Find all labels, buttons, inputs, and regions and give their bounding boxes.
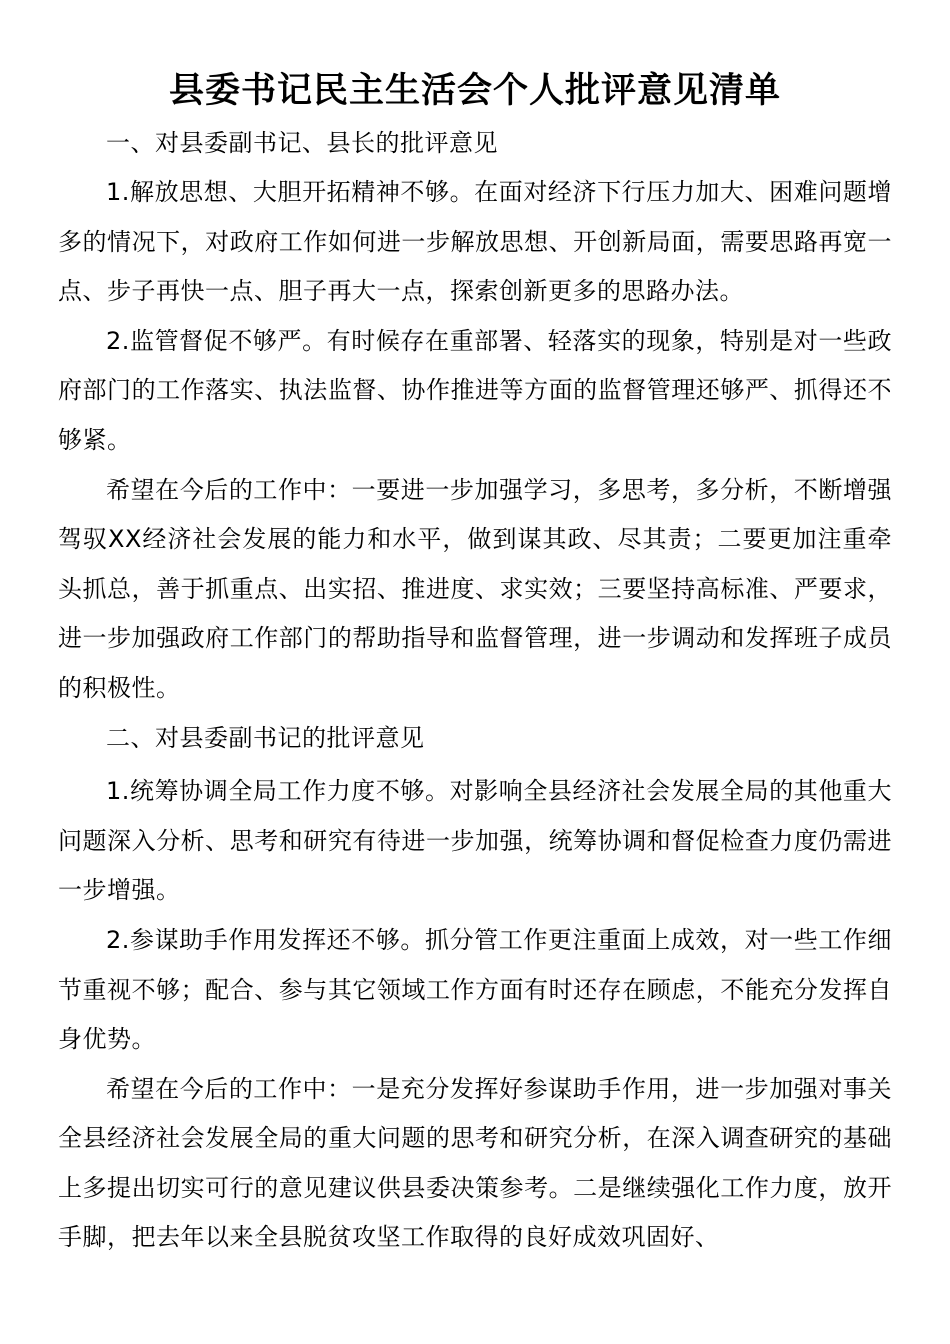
section-heading-1: 一、对县委副书记、县长的批评意见: [106, 129, 498, 157]
paragraph: 2.参谋助手作用发挥还不够。抓分管工作更注重面上成效，对一些工作细节重视不够；配合、参与其它领域工作方面有时还存在顾虑，不能充分发挥自身优势。: [58, 925, 892, 1054]
section-heading-2: 二、对县委副书记的批评意见: [106, 723, 425, 752]
paragraph: 1.统筹协调全局工作力度不够。对影响全县经济社会发展全局的其他重大问题深入分析、思考和研究有待进一步加强，统筹协调和督促检查力度仍需进一步增强。: [58, 777, 892, 905]
document-title: 县委书记民主生活会个人批评意见清单: [168, 71, 781, 111]
paragraph: 希望在今后的工作中：一是充分发挥好参谋助手作用，进一步加强对事关全县经济社会发展全局的重大问题的思考和研究分析，在深入调查研究的基础上多提出切实可行的意见建议供县委决策参考。二是继续强化工作力度，放开手脚，把去年以来全县脱贫攻坚工作取得的良好成效巩固好、: [58, 1074, 892, 1252]
paragraph: 2.监管督促不够严。有时候存在重部署、轻落实的现象，特别是对一些政府部门的工作落实、执法监督、协作推进等方面的监督管理还够严、抓得还不够紧。: [58, 326, 892, 454]
paragraph: 希望在今后的工作中：一要进一步加强学习，多思考，多分析，不断增强驾驭XX经济社会发展的能力和水平，做到谋其政、尽其责；二要更加注重牵头抓总，善于抓重点、出实招、推进度、求实效；三要坚持高标准、严要求，进一步加强政府工作部门的帮助指导和监督管理，进一步调动和发挥班子成员的积极性。: [58, 475, 892, 702]
paragraph: 1.解放思想、大胆开拓精神不够。在面对经济下行压力加大、困难问题增多的情况下，对政府工作如何进一步解放思想、开创新局面，需要思路再宽一点、步子再快一点、胆子再大一点，探索创新更多的思路办法。: [58, 178, 892, 306]
